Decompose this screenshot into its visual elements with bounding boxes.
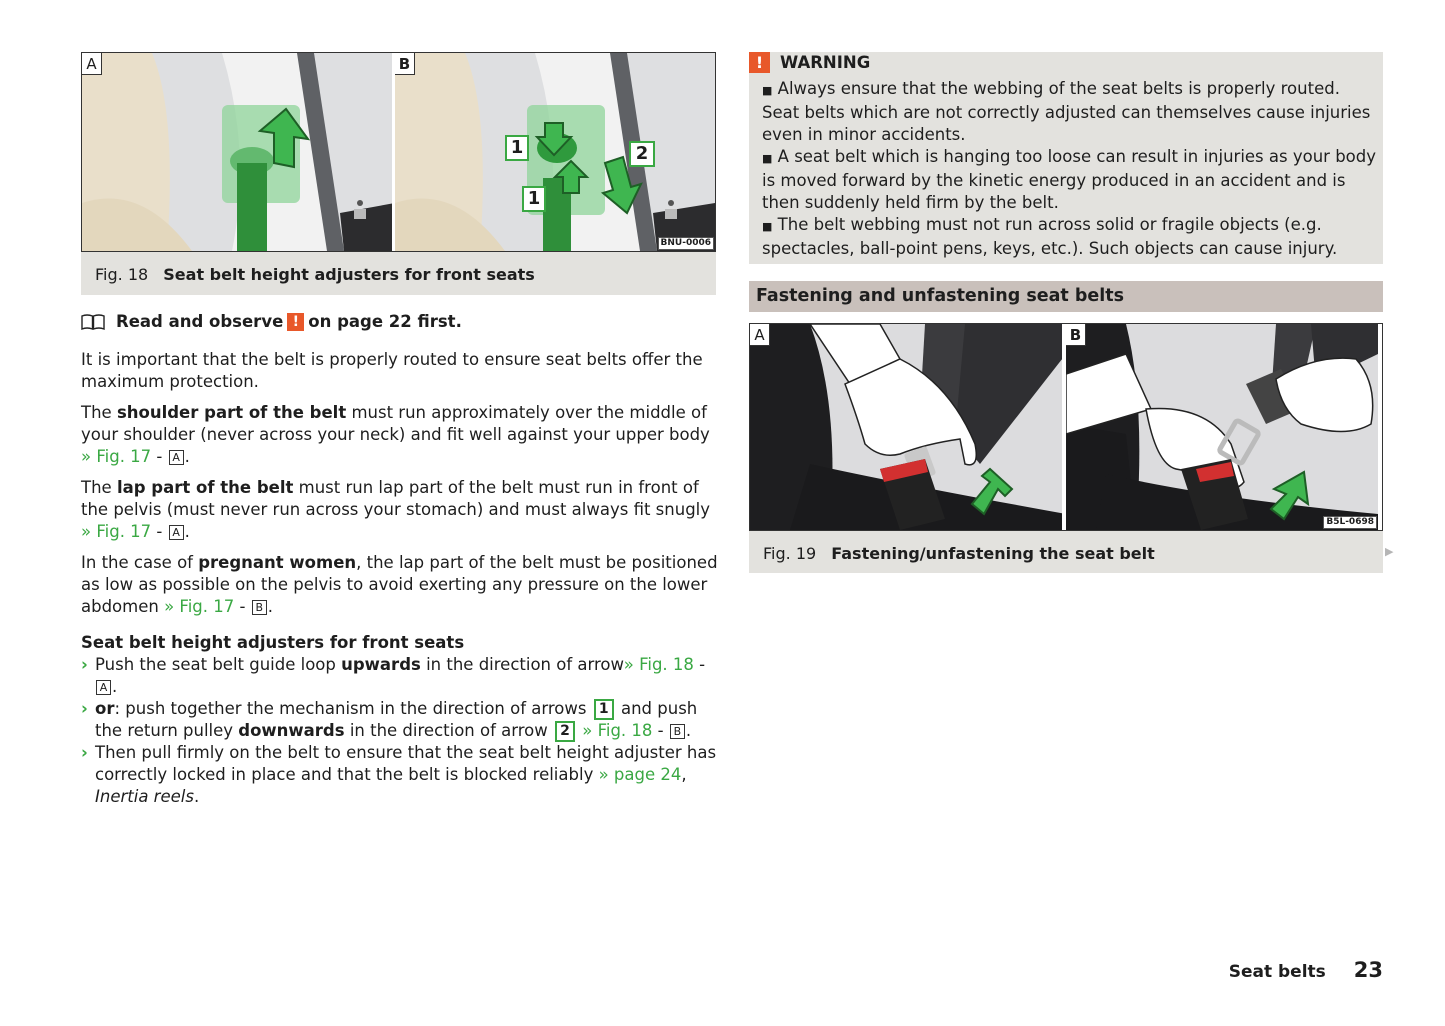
book-icon (81, 314, 105, 330)
text: : push together the mechanism in the direction of arrows (114, 699, 592, 718)
bullet-icon: ■ (762, 84, 773, 97)
figure-18-panel-a (82, 53, 395, 251)
callout-ref-2: 2 (555, 721, 575, 742)
panel-ref-b: B (252, 600, 267, 615)
text: In the case of (81, 553, 199, 572)
text: A seat belt which is hanging too loose can result in injuries as your body is moved forward by the kinetic energy produced in an accident and is then suddenly held firm by the belt. (762, 147, 1376, 212)
text: The (81, 478, 117, 497)
text: - (151, 447, 168, 466)
callout-ref-1: 1 (594, 699, 614, 720)
figure-number: Fig. 18 (95, 265, 149, 284)
figure-19-images (749, 323, 1383, 531)
text: in the direction of arrow (344, 721, 553, 740)
seat-belt-adjuster-illustration-b (395, 53, 715, 251)
panel-label-a: A (750, 324, 770, 346)
page-22-link[interactable]: on page 22 first. (308, 312, 462, 331)
text: Always ensure that the webbing of the seat belts is properly routed. Seat belts which are not correctly adjusted can themselves cause injuries even in minor accidents. (762, 79, 1371, 144)
text: and push the return pulley (95, 699, 698, 740)
step-3 (81, 742, 721, 808)
page-number: 23 (1353, 958, 1383, 982)
page-footer (1229, 958, 1383, 982)
step-2 (81, 698, 721, 742)
callout-1-lower: 1 (522, 186, 546, 212)
text: . (685, 721, 692, 740)
bold-term: lap part of the belt (116, 478, 294, 497)
panel-ref-b: B (670, 724, 685, 739)
text: The belt webbing must not run across solid or fragile objects (e.g. spectacles, ball-point pens, keys, etc.). Such objects can cause injury. (762, 215, 1338, 258)
figure-18-panel-b (395, 53, 715, 251)
text: . (193, 787, 200, 806)
bullet-icon: ■ (762, 220, 773, 233)
panel-ref-a: A (96, 680, 111, 695)
warning-item (762, 78, 1377, 146)
subheading-height-adjusters: Seat belt height adjusters for front seats (81, 633, 465, 652)
bullet-icon: ■ (762, 152, 773, 165)
text: in the direction of arrow (420, 655, 624, 674)
warning-body (762, 78, 1377, 260)
text: , the lap part of the belt must be positioned as low as possible on the pelvis to avoid exerting any pressure on the lower abdomen (81, 553, 718, 616)
text: must run approximately over the middle of your shoulder (never across your neck) and fit well against your upper body (81, 403, 710, 444)
text: . (184, 522, 190, 541)
left-column-text (81, 311, 721, 808)
fig-17-link[interactable]: » Fig. 17 (81, 522, 152, 541)
figure-18-images (81, 52, 716, 252)
callout-1-upper: 1 (505, 135, 529, 161)
read-prefix: Read and observe (116, 312, 284, 331)
figure-18-caption (95, 265, 535, 284)
image-code: B5L-0698 (1323, 516, 1377, 529)
paragraph-shoulder (81, 402, 721, 468)
chevron-right-icon: › (81, 743, 88, 762)
figure-19-panel-a (750, 324, 1066, 530)
text: Push the seat belt guide loop (95, 655, 342, 674)
text: . (267, 597, 273, 616)
warning-header (749, 52, 870, 73)
panel-ref-a: A (169, 450, 184, 465)
image-code: BNU-0006 (658, 237, 714, 250)
text: , (681, 765, 687, 784)
fig-18-link[interactable]: » Fig. 18 (577, 721, 653, 740)
panel-label-b: B (395, 53, 415, 75)
continued-arrow-icon: ▶ (1385, 545, 1394, 558)
read-and-observe-note (81, 311, 721, 333)
warning-box (749, 52, 1383, 264)
footer-section-title: Seat belts (1228, 962, 1326, 982)
text: Then pull firmly on the belt to ensure that the seat belt height adjuster has correctly locked in place and that the belt is blocked reliably (95, 743, 717, 784)
text: - (234, 597, 251, 616)
panel-label-a: A (82, 53, 102, 75)
text: must run lap part of the belt must run in front of the pelvis (must never run across your stomach) and must always fit snugly (81, 478, 711, 519)
fastening-belt-illustration (750, 324, 1066, 530)
paragraph-pregnant (81, 552, 721, 618)
warning-label: WARNING (780, 53, 871, 72)
italic-term: Inertia reels (95, 787, 194, 806)
bold-term: downwards (238, 721, 345, 740)
figure-title: Fastening/unfastening the seat belt (831, 544, 1155, 563)
panel-ref-a: A (169, 525, 184, 540)
text: - (652, 721, 669, 740)
page-24-link[interactable]: » page 24 (598, 765, 682, 784)
figure-19 (749, 323, 1383, 573)
step-1 (81, 654, 721, 698)
figure-19-caption (763, 544, 1155, 563)
panel-label-b: B (1066, 324, 1086, 346)
bold-term: upwards (341, 655, 421, 674)
paragraph-lap (81, 477, 721, 543)
figure-18 (81, 52, 716, 295)
warning-icon: ! (287, 313, 304, 331)
bold-term: shoulder part of the belt (116, 403, 347, 422)
callout-2: 2 (629, 141, 655, 167)
fig-18-link[interactable]: » Fig. 18 (623, 655, 694, 674)
chevron-right-icon: › (81, 699, 88, 718)
chevron-right-icon: › (81, 655, 88, 674)
fig-17-link[interactable]: » Fig. 17 (164, 597, 235, 616)
text: - (151, 522, 168, 541)
warning-icon: ! (749, 52, 770, 73)
bold-term: pregnant women (198, 553, 357, 572)
bold-term: or (95, 699, 115, 718)
unfastening-belt-illustration (1066, 324, 1378, 530)
warning-item (762, 214, 1377, 260)
warning-item (762, 146, 1377, 214)
text: . (112, 677, 118, 696)
text: . (184, 447, 190, 466)
seat-belt-adjuster-illustration-a (82, 53, 395, 251)
text: - (693, 655, 706, 674)
fig-17-link[interactable]: » Fig. 17 (81, 447, 152, 466)
figure-title: Seat belt height adjusters for front seats (163, 265, 535, 284)
section-heading: Fastening and unfastening seat belts (749, 281, 1383, 312)
figure-number: Fig. 19 (763, 544, 817, 563)
text: The (81, 403, 117, 422)
figure-19-panel-b (1066, 324, 1378, 530)
paragraph-routing: It is important that the belt is properly routed to ensure seat belts offer the maximum protection. (81, 350, 703, 391)
